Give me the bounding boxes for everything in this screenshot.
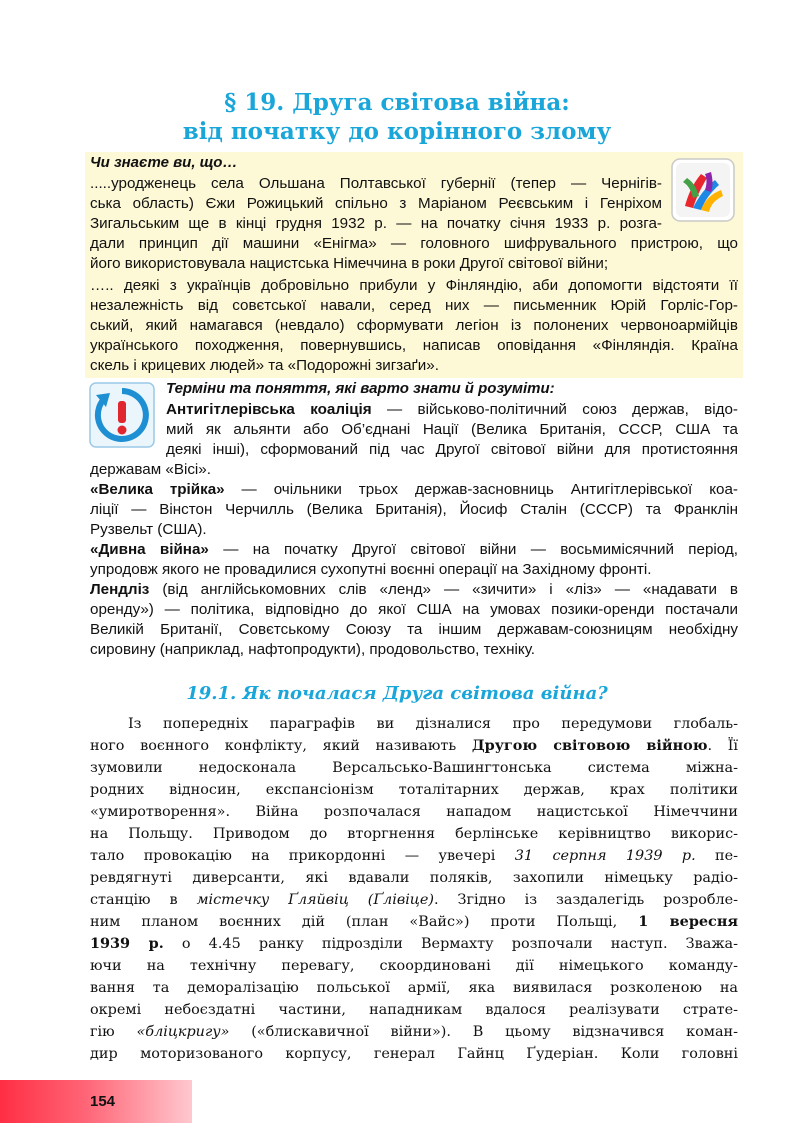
did-you-know-line: ….. деякі з українців добровільно прибули у Фінляндію, аби допомогти відстояти її (90, 277, 738, 294)
body-line: окремі небоєздатні частини, нападникам вдалося реалізувати страте- (90, 1002, 738, 1018)
did-you-know-heading: Чи знаєте ви, що… (90, 154, 238, 171)
body-line: Із попередніх параграфів ви дізналися про передумови глобаль- (128, 716, 738, 732)
did-you-know-line: його використовувала нацистська Німеччина в роки Другої світової війни; (90, 255, 609, 272)
terms-heading: Терміни та поняття, які варто знати й розуміти: (166, 380, 555, 397)
term-name: «Велика трійка» (90, 481, 225, 498)
body-line: ним планом воєнних дій (план «Вайс») проти Польщі, 1 вересня (90, 913, 738, 930)
term-definition-line: деякі інші), сформований під час Другої світової війни для протистояння (166, 441, 738, 458)
did-you-know-line: дали принцип дії машини «Енігма» — головного шифрувального пристрою, що (90, 235, 738, 252)
exclamation-icon (88, 381, 156, 449)
did-you-know-line: скель і крицевих людей» та «Подорожні зигзаґи». (90, 357, 439, 374)
term-definition-line: Рузвельт (США). (90, 521, 207, 538)
body-line: тало провокацію на прикордонні — увечері 31 серпня 1939 р. пе- (90, 848, 738, 864)
term-definition-line: ліції — Вінстон Черчилль (Велика Британія), Йосиф Сталін (СССР) та Франклін (90, 501, 738, 518)
term-name: Антигітлерівська коаліція (166, 401, 372, 418)
did-you-know-line: українського походження, повернувшись, написав оповідання «Фінляндія. Країна (90, 337, 738, 354)
body-line: «умиротворення». Війна розпочалася нападом нацистської Німеччини (90, 804, 738, 820)
term-definition-line: мий як альянти або Об’єднані Нації (Велика Британія, СССР, США та (166, 421, 738, 438)
body-line: дир моторизованого корпусу, генерал Гайнц Ґудеріан. Коли головні (90, 1046, 738, 1062)
did-you-know-line: ська область) Єжи Рожицький спільно з Маріаном Реєвським і Генріхом (90, 195, 662, 212)
body-line: вання та деморалізацію польської армії, яка виявилася розколеною на (90, 980, 738, 996)
body-line: гію «бліцкригу» («блискавичної війни»). В цьому відзначився коман- (90, 1024, 738, 1040)
body-line: ревдягнуті диверсанти, які вдавали поляків, захопили німецьку радіо- (90, 870, 738, 886)
section-heading: 19.1. Як почалася Друга світова війна? (186, 683, 608, 704)
body-line: на Польщу. Приводом до вторгнення берлінське керівництво викорис- (90, 826, 738, 842)
body-line: станцію в містечку Ґляйвіц (Ґлівіце). Згідно із заздалегідь розробле- (90, 892, 738, 908)
term-definition-line: упродовж якого не провадилися сухопутні воєнні операції на Західному фронті. (90, 561, 652, 578)
body-line: родних відносин, експансіонізм тоталітарних держав, крах політики (90, 782, 738, 798)
did-you-know-line: Зигальським ще в кінці грудня 1932 р. — на початку січня 1933 р. розга- (90, 215, 662, 232)
page-number: 154 (90, 1093, 116, 1110)
term-definition-line: Лендліз (від англійськомовних слів «ленд» — «зичити» і «ліз» — «надавати в (90, 581, 738, 598)
term-definition-line: Великій Британії, Совєтському Союзу та іншим державам-союзницям необхідну (90, 621, 738, 638)
term-definition-line: Антигітлерівська коаліція — військово-політичний союз держав, відо- (166, 401, 738, 418)
did-you-know-line: .....уродженець села Ольшана Полтавської губернії (тепер — Чернігів- (90, 175, 662, 192)
term-definition-line: «Дивна війна» — на початку Другої світової війни — восьмимісячний період, (90, 541, 738, 558)
term-definition-line: оренду») — політика, відповідно до якої США на умовах позики-оренди постачали (90, 601, 738, 618)
did-you-know-line: ський, який намагався (невдало) сформувати легіон із полонених червоноармійців (90, 317, 738, 334)
hands-icon (671, 158, 735, 222)
term-definition-line: сировину (наприклад, нафтопродукти), продовольство, техніку. (90, 641, 535, 658)
body-line: ного воєнного конфлікту, який називають Другою світовою війною. Її (90, 737, 738, 754)
term-name: «Дивна війна» (90, 541, 209, 558)
term-name: Лендліз (90, 581, 150, 598)
term-definition-line: державам «Вісі». (90, 461, 211, 478)
body-line: 1939 р. о 4.45 ранку підрозділи Вермахту розпочали наступ. Зважа- (90, 935, 739, 952)
page-title-line-2: від початку до корінного злому (182, 118, 612, 145)
body-line: зумовили недосконала Версальсько-Вашингтонська система міжна- (90, 760, 738, 776)
body-line: ючи на технічну перевагу, скоординовані дії німецького команду- (90, 958, 738, 974)
page-title-line-1: § 19. Друга світова війна: (224, 89, 570, 116)
term-definition-line: «Велика трійка» — очільники трьох держав-засновниць Антигітлерівської коа- (90, 481, 738, 498)
did-you-know-line: незалежність від совєтської навали, серед них — письменник Юрій Горліс-Гор- (90, 297, 738, 314)
